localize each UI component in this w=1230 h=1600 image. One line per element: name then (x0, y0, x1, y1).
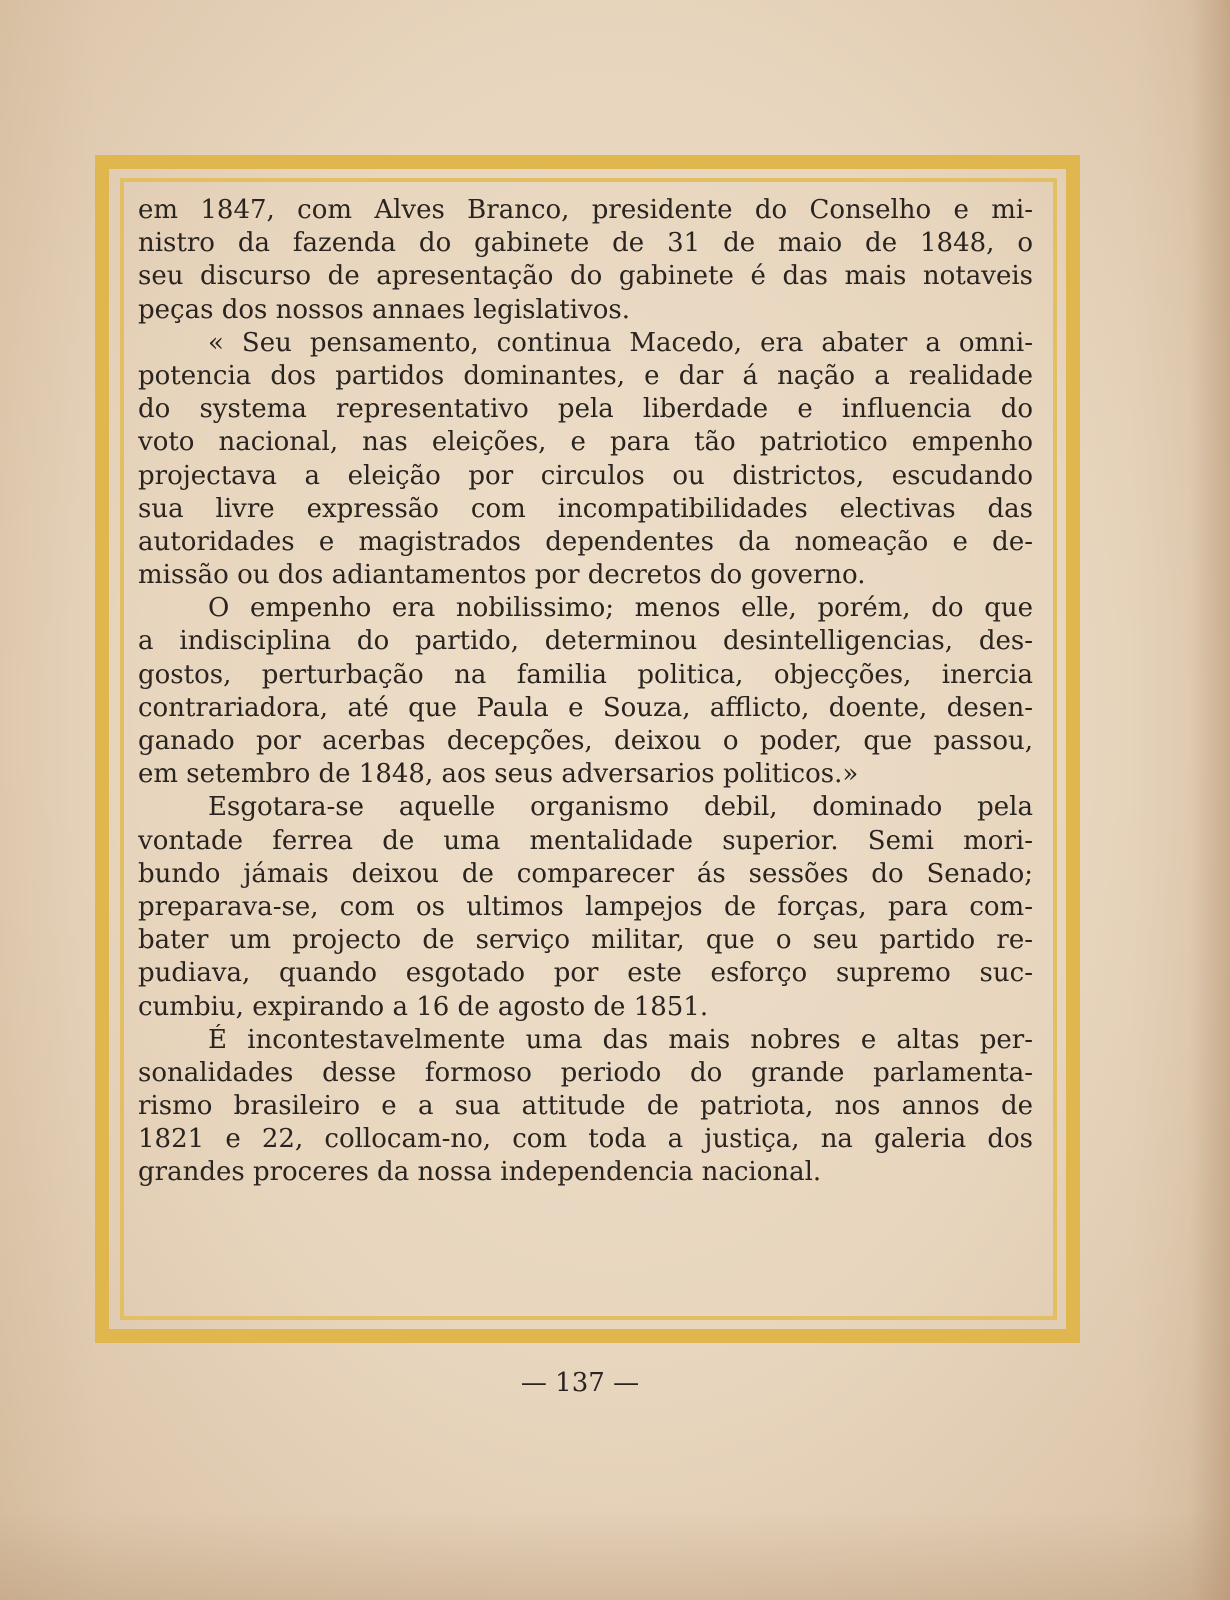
text-line: gostos, perturbação na familia politica, objecções, inercia (138, 659, 1033, 690)
text-line: cumbiu, expirando a 16 de agosto de 1851. (138, 991, 709, 1022)
text-line: 1821 e 22, collocam-no, com toda a justiça, na galeria dos (138, 1124, 1033, 1155)
text-line: nistro da fazenda do gabinete de 31 de maio de 1848, o (138, 228, 1033, 259)
text-line: bater um projecto de serviço militar, que o seu partido re- (138, 925, 1033, 956)
text-line: pudiava, quando esgotado por este esforço supremo suc- (138, 958, 1033, 989)
text-line: peças dos nossos annaes legislativos. (138, 294, 630, 325)
text-line: contrariadora, até que Paula e Souza, afflicto, doente, desen- (138, 692, 1033, 723)
text-line: sonalidades desse formoso periodo do grande parlamenta- (138, 1057, 1033, 1088)
text-line: grandes proceres da nossa independencia nacional. (138, 1157, 822, 1188)
text-line: projectava a eleição por circulos ou districtos, escudando (138, 460, 1033, 491)
page-edge-shadow-right (1190, 0, 1230, 1600)
page-edge-shadow-bottom (0, 1510, 1230, 1600)
text-line: vontade ferrea de uma mentalidade superior. Semi mori- (138, 825, 1033, 856)
text-line: seu discurso de apresentação do gabinete é das mais notaveis (138, 261, 1033, 292)
text-line: voto nacional, nas eleições, e para tão patriotico empenho (138, 427, 1033, 458)
text-line: em 1847, com Alves Branco, presidente do Conselho e mi- (138, 195, 1033, 225)
text-line: ganado por acerbas decepções, deixou o poder, que passou, (138, 726, 1033, 756)
text-line: « Seu pensamento, continua Macedo, era abater a omni- (208, 327, 1033, 358)
text-line: potencia dos partidos dominantes, e dar á nação a realidade (138, 360, 1033, 391)
text-line: preparava-se, com os ultimos lampejos de forças, para com- (138, 891, 1033, 922)
text-line: do systema representativo pela liberdade e influencia do (138, 394, 1033, 425)
page-number: — 137 — (520, 1368, 640, 1398)
text-line: sua livre expressão com incompatibilidades electivas das (138, 493, 1033, 524)
text-line: autoridades e magistrados dependentes da nomeação e de- (138, 526, 1033, 557)
text-line: missão ou dos adiantamentos por decretos do governo. (138, 560, 866, 591)
text-line: em setembro de 1848, aos seus adversarios politicos.» (138, 759, 859, 790)
text-line: É incontestavelmente uma das mais nobres e altas per- (208, 1024, 1033, 1055)
text-line: O empenho era nobilissimo; menos elle, porém, do que (208, 593, 1033, 624)
text-line: Esgotara-se aquelle organismo debil, dominado pela (208, 792, 1033, 823)
text-line: bundo jámais deixou de comparecer ás sessões do Senado; (138, 858, 1033, 889)
text-line: a indisciplina do partido, determinou desintelligencias, des- (138, 626, 1033, 657)
body-text (138, 194, 1033, 1190)
text-line: rismo brasileiro e a sua attitude de patriota, nos annos de (138, 1091, 1033, 1122)
